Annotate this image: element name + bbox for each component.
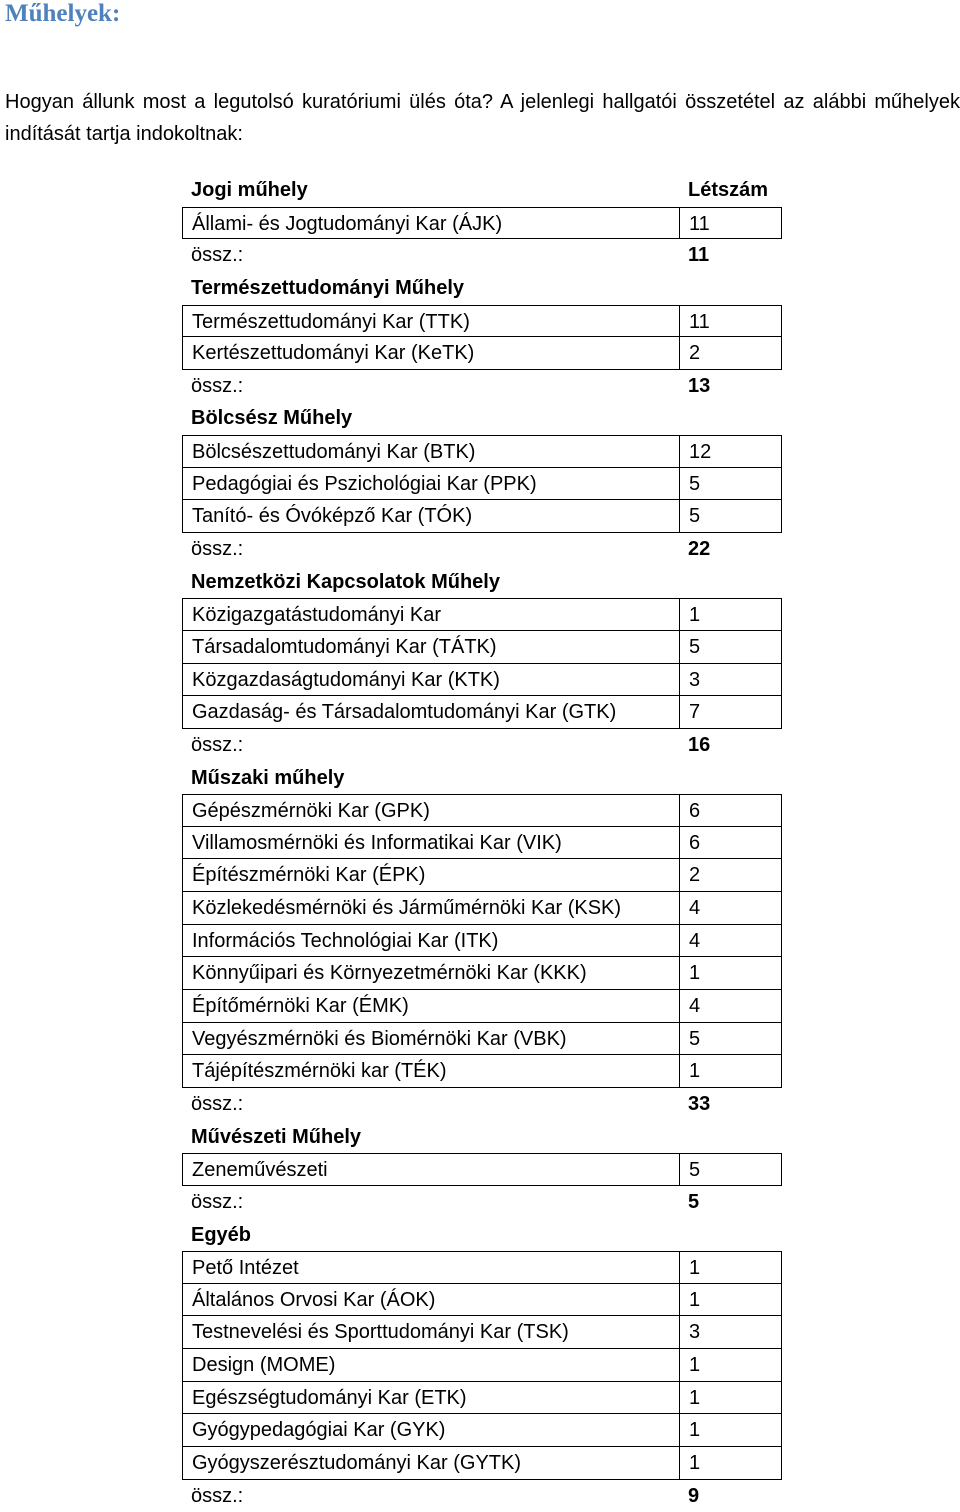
faculty-value: 4 bbox=[689, 929, 701, 952]
group-header-row bbox=[182, 402, 782, 435]
faculty-name: Társadalomtudományi Kar (TÁTK) bbox=[192, 635, 497, 658]
faculty-value: 6 bbox=[689, 800, 701, 823]
sum-value: 5 bbox=[688, 1190, 700, 1213]
group-header-name: Művészeti Műhely bbox=[191, 1125, 362, 1148]
table-row bbox=[182, 631, 782, 664]
table-row bbox=[182, 305, 782, 338]
table-row bbox=[182, 664, 782, 697]
faculty-name: Általános Orvosi Kar (ÁOK) bbox=[192, 1288, 436, 1311]
faculty-name: Közigazgatástudományi Kar bbox=[192, 604, 442, 627]
group-total-row bbox=[182, 1088, 782, 1121]
sum-label: össz.: bbox=[191, 538, 244, 561]
table-row bbox=[182, 1447, 782, 1480]
faculty-name: Pető Intézet bbox=[192, 1257, 299, 1280]
page-title: Műhelyek: bbox=[5, 0, 121, 27]
sum-value: 11 bbox=[688, 244, 710, 267]
group-header-row bbox=[182, 272, 782, 305]
faculty-name: Gyógyszerésztudományi Kar (GYTK) bbox=[192, 1451, 521, 1474]
table-row bbox=[182, 435, 782, 468]
faculty-name: Bölcsészettudományi Kar (BTK) bbox=[192, 441, 476, 464]
faculty-name: Könnyűipari és Környezetmérnöki Kar (KKK) bbox=[192, 962, 587, 985]
faculty-name: Villamosmérnöki és Informatikai Kar (VIK) bbox=[192, 831, 562, 854]
table-row bbox=[182, 598, 782, 631]
table-row bbox=[182, 892, 782, 925]
faculty-value: 3 bbox=[689, 668, 701, 691]
group-total-row bbox=[182, 1186, 782, 1219]
faculty-value: 6 bbox=[689, 831, 701, 854]
faculty-value: 12 bbox=[689, 441, 712, 464]
faculty-value: 1 bbox=[689, 604, 701, 627]
faculty-name: Építőmérnöki Kar (ÉMK) bbox=[192, 995, 409, 1018]
group-header-row bbox=[182, 762, 782, 795]
faculty-name: Gyógypedagógiai Kar (GYK) bbox=[192, 1419, 446, 1442]
group-header-name: Bölcsész Műhely bbox=[191, 407, 353, 430]
sum-label: össz.: bbox=[191, 1190, 244, 1213]
faculty-value: 11 bbox=[689, 310, 710, 333]
faculty-value: 1 bbox=[689, 1354, 701, 1377]
table-row bbox=[182, 1349, 782, 1382]
faculty-name: Tájépítészmérnöki kar (TÉK) bbox=[192, 1060, 447, 1083]
group-header-row bbox=[182, 566, 782, 599]
group-header-name: Műszaki műhely bbox=[191, 766, 345, 789]
table-row bbox=[182, 1316, 782, 1349]
faculty-value: 1 bbox=[689, 1419, 701, 1442]
table-row bbox=[182, 500, 782, 533]
faculty-value: 3 bbox=[689, 1321, 701, 1344]
faculty-value: 4 bbox=[689, 995, 701, 1018]
faculty-name: Természettudományi Kar (TTK) bbox=[192, 310, 470, 333]
sum-label: össz.: bbox=[191, 1484, 244, 1507]
faculty-value: 5 bbox=[689, 1159, 701, 1182]
faculty-value: 1 bbox=[689, 1386, 701, 1409]
table-row bbox=[182, 1023, 782, 1056]
group-header-name: Jogi műhely bbox=[191, 179, 308, 201]
table-row bbox=[182, 1153, 782, 1186]
faculty-name: Design (MOME) bbox=[192, 1354, 336, 1377]
table-row bbox=[182, 1251, 782, 1284]
group-header-name: Természettudományi Műhely bbox=[191, 276, 465, 299]
table-row bbox=[182, 337, 782, 370]
faculty-value: 1 bbox=[689, 1288, 701, 1311]
table-row bbox=[182, 859, 782, 892]
table-row bbox=[182, 696, 782, 729]
group-total-row bbox=[182, 239, 782, 272]
table-row bbox=[182, 1414, 782, 1447]
sum-label: össz.: bbox=[191, 374, 244, 397]
sum-value: 33 bbox=[688, 1092, 711, 1115]
faculty-value: 5 bbox=[689, 505, 701, 528]
group-header-name: Nemzetközi Kapcsolatok Műhely bbox=[191, 570, 500, 593]
group-header-row bbox=[182, 1121, 782, 1154]
faculty-name: Pedagógiai és Pszichológiai Kar (PPK) bbox=[192, 472, 537, 495]
faculty-name: Közgazdaságtudományi Kar (KTK) bbox=[192, 668, 500, 691]
group-header-row bbox=[182, 174, 782, 207]
faculty-name: Testnevelési és Sporttudományi Kar (TSK) bbox=[192, 1321, 569, 1344]
table-row bbox=[182, 925, 782, 958]
table-row bbox=[182, 794, 782, 827]
table-row bbox=[182, 1055, 782, 1088]
table-row bbox=[182, 827, 782, 860]
faculty-value: 7 bbox=[689, 701, 701, 724]
table-row bbox=[182, 207, 782, 240]
group-total-row bbox=[182, 370, 782, 403]
faculty-value: 11 bbox=[689, 212, 710, 235]
table-row bbox=[182, 1284, 782, 1317]
sum-value: 16 bbox=[688, 733, 711, 756]
workshop-table bbox=[182, 174, 782, 1512]
group-header-value: Létszám bbox=[688, 179, 769, 201]
group-total-row bbox=[182, 1480, 782, 1512]
faculty-name: Gazdaság- és Társadalomtudományi Kar (GTK) bbox=[192, 701, 617, 724]
group-header-row bbox=[182, 1219, 782, 1252]
faculty-name: Tanító- és Óvóképző Kar (TÓK) bbox=[192, 505, 473, 528]
table-row bbox=[182, 957, 782, 990]
faculty-value: 1 bbox=[689, 1451, 701, 1474]
faculty-name: Zeneművészeti bbox=[192, 1159, 328, 1182]
table-row bbox=[182, 1382, 782, 1415]
sum-label: össz.: bbox=[191, 733, 244, 756]
faculty-name: Kertészettudományi Kar (KeTK) bbox=[192, 342, 475, 365]
group-total-row bbox=[182, 533, 782, 566]
faculty-value: 5 bbox=[689, 472, 701, 495]
group-total-row bbox=[182, 729, 782, 762]
faculty-name: Állami- és Jogtudományi Kar (ÁJK) bbox=[192, 212, 503, 235]
faculty-value: 5 bbox=[689, 1027, 701, 1050]
faculty-name: Vegyészmérnöki és Biomérnöki Kar (VBK) bbox=[192, 1027, 567, 1050]
sum-value: 13 bbox=[688, 374, 711, 397]
sum-value: 22 bbox=[688, 538, 711, 561]
intro-paragraph: Hogyan állunk most a legutolsó kuratóriumi ülés óta? A jelenlegi hallgatói összetétel az alábbi műhelyek indítását tartja indokoltnak: bbox=[5, 91, 960, 145]
faculty-value: 4 bbox=[689, 897, 701, 920]
sum-value: 9 bbox=[688, 1484, 700, 1507]
faculty-name: Egészségtudományi Kar (ETK) bbox=[192, 1386, 467, 1409]
faculty-value: 1 bbox=[689, 1257, 701, 1280]
table-row bbox=[182, 990, 782, 1023]
faculty-value: 2 bbox=[689, 342, 701, 365]
faculty-value: 2 bbox=[689, 864, 701, 887]
sum-label: össz.: bbox=[191, 244, 244, 267]
faculty-name: Közlekedésmérnöki és Járműmérnöki Kar (KSK) bbox=[192, 897, 622, 920]
group-header-name: Egyéb bbox=[191, 1223, 252, 1246]
faculty-value: 1 bbox=[689, 962, 701, 985]
faculty-value: 5 bbox=[689, 635, 701, 658]
faculty-name: Gépészmérnöki Kar (GPK) bbox=[192, 800, 430, 823]
table-row bbox=[182, 468, 782, 501]
faculty-name: Építészmérnöki Kar (ÉPK) bbox=[192, 864, 426, 887]
sum-label: össz.: bbox=[191, 1092, 244, 1115]
faculty-value: 1 bbox=[689, 1060, 701, 1083]
faculty-name: Információs Technológiai Kar (ITK) bbox=[192, 929, 499, 952]
